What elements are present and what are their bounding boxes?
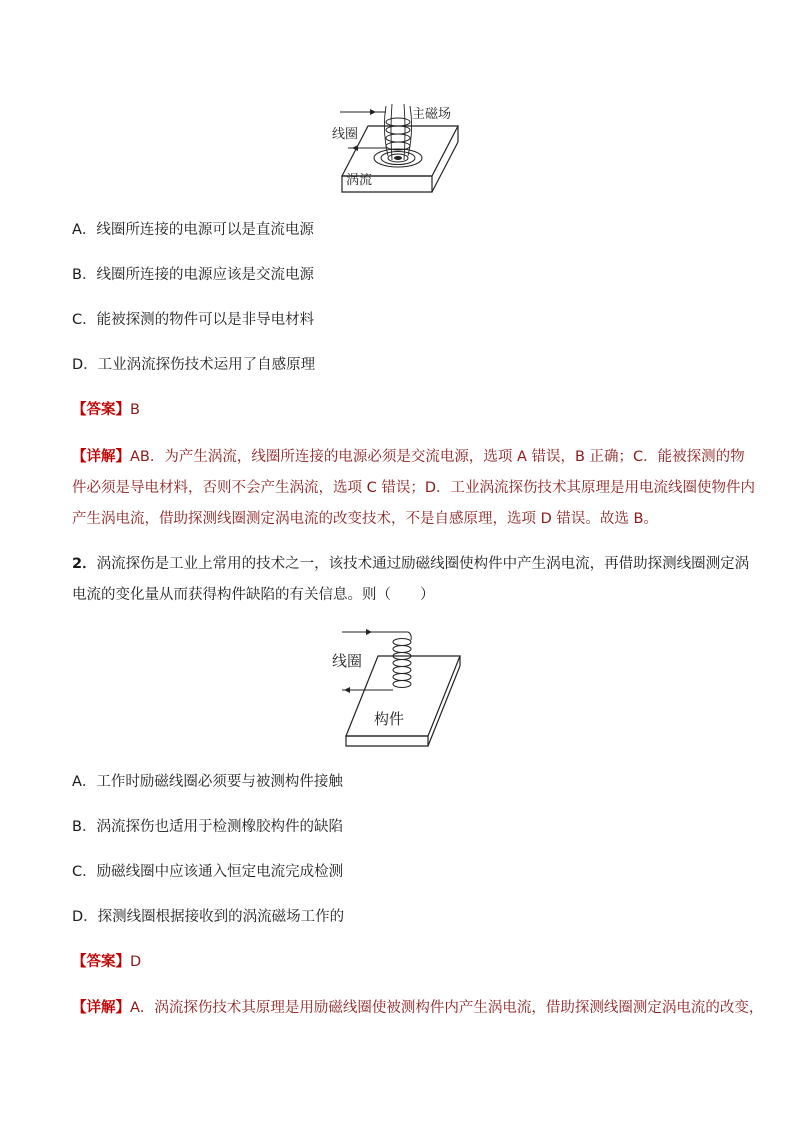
figure-eddy-current-coil [330, 100, 470, 200]
q2-stem-line-1 [72, 554, 749, 574]
q2-option-d: D．探测线圈根据接收到的涡流磁场工作的 [72, 909, 345, 925]
q2-option-a: A．工作时励磁线圈必须要与被测构件接触 [72, 774, 343, 790]
figure-2-label-part: 构件 [374, 710, 405, 728]
q2-explain-text-1: A．涡流探伤技术其原理是用励磁线圈使被测构件内产生涡电流，借助探测线圈测定涡电流的改变， [130, 1000, 764, 1016]
q1-explain-tag: 【详解】 [72, 449, 130, 465]
q2-explain-tag: 【详解】 [72, 1000, 130, 1016]
q2-option-c: C．励磁线圈中应该通入恒定电流完成检测 [72, 864, 344, 880]
q1-explain-line-1 [72, 447, 745, 467]
q1-option-a: A．线圈所连接的电源可以是直流电源 [72, 222, 314, 238]
q1-explain-line-2: 件必须是导电材料，否则不会产生涡流，选项 C 错误；D．工业涡流探伤技术其原理是用电流线圈使物件内 [72, 480, 756, 496]
q1-option-d: D．工业涡流探伤技术运用了自感原理 [72, 357, 316, 373]
q2-stem-line-2: 电流的变化量从而获得构件缺陷的有关信息。则（ ） [72, 587, 435, 603]
q2-explain-line-1 [72, 998, 763, 1018]
figure-1-label-eddy: 涡流 [346, 173, 373, 188]
figure-1-label-coil: 线圈 [332, 127, 359, 142]
figure-coil-component [328, 622, 468, 752]
q1-explain-text-1: AB．为产生涡流，线圈所连接的电源必须是交流电源，选项 A 错误，B 正确；C．能被探测的物 [130, 449, 745, 465]
figure-1-svg [330, 100, 470, 200]
figure-2-svg [328, 622, 468, 752]
q1-answer-value: B [130, 402, 140, 418]
q1-explain-line-3: 产生涡电流，借助探测线圈测定涡电流的改变技术，不是自感原理，选项 D 错误。故选 B。 [72, 511, 658, 527]
q2-answer-value: D [130, 954, 142, 970]
figure-2-label-coil: 线圈 [332, 652, 363, 670]
q1-option-b: B．线圈所连接的电源应该是交流电源 [72, 267, 314, 283]
q1-answer-line [72, 400, 140, 420]
q2-answer-line [72, 952, 141, 972]
q1-option-c: C．能被探测的物件可以是非导电材料 [72, 312, 315, 328]
q2-stem-text-1: 涡流探伤是工业上常用的技术之一，该技术通过励磁线圈使构件中产生涡电流，再借助探测线圈测定涡 [96, 556, 750, 572]
figure-1-label-field: 主磁场 [412, 107, 452, 122]
q2-answer-tag: 【答案】 [72, 954, 130, 970]
q1-answer-tag: 【答案】 [72, 402, 130, 418]
q2-number: 2． [72, 556, 97, 572]
q2-option-b: B．涡流探伤也适用于检测橡胶构件的缺陷 [72, 819, 343, 835]
